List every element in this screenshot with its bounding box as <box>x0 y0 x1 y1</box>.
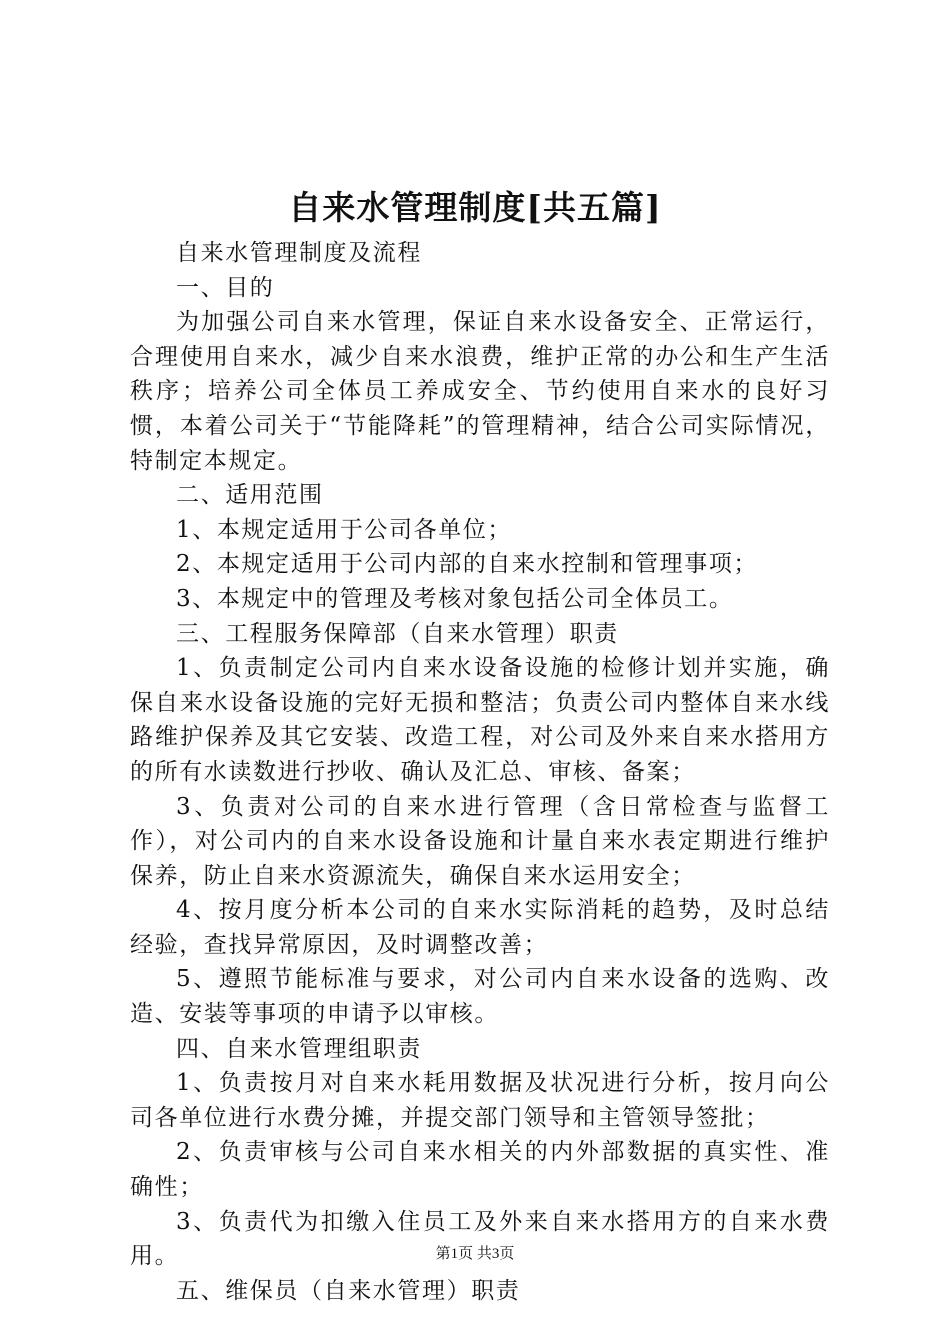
paragraph-subtitle: 自来水管理制度及流程 <box>176 240 422 266</box>
heading-purpose: 一、目的 <box>176 274 275 301</box>
engineering-duty-3: 3、负责对公司的自来水进行管理（含日常检查与监督工作），对公司内的自来水设备设施和计量自来水表定期进行维护保养，防止自来水资源流失，确保自来水运用安全； <box>130 793 830 889</box>
heading-maintenance-staff: 五、维保员（自来水管理）职责 <box>176 1277 521 1304</box>
heading-management-group: 四、自来水管理组职责 <box>176 1035 422 1062</box>
management-duty-2: 2、负责审核与公司自来水相关的内外部数据的真实性、准确性； <box>130 1139 830 1201</box>
paragraph-purpose: 为加强公司自来水管理，保证自来水设备安全、正常运行，合理使用自来水，减少自来水浪费，维护正常的办公和生产生活秩序；培养公司全体员工养成安全、节约使用自来水的良好习惯，本着公司关于“节能降耗”的管理精神，结合公司实际情况，特制定本规定。 <box>130 309 830 474</box>
scope-item-3: 3、本规定中的管理及考核对象包括公司全体员工。 <box>176 585 734 612</box>
document-title: 自来水管理制度[共五篇] <box>288 188 662 227</box>
engineering-duty-5: 5、遵照节能标准与要求，对公司内自来水设备的选购、改造、安装等事项的申请予以审核。 <box>130 966 830 1028</box>
heading-scope: 二、适用范围 <box>176 482 324 509</box>
scope-item-1: 1、本规定适用于公司各单位； <box>176 516 513 543</box>
document-body <box>130 236 830 1308</box>
management-duty-3: 3、负责代为扣缴入住员工及外来自来水搭用方的自来水费用。 <box>130 1208 830 1270</box>
engineering-duty-1: 1、负责制定公司内自来水设备设施的检修计划并实施，确保自来水设备设施的完好无损和整洁；负责公司内整体自来水线路维护保养及其它安装、改造工程，对公司及外来自来水搭用方的所有水读数进行抄收、确认及汇总、审核、备案； <box>130 655 830 785</box>
page-footer: 第1页 共3页 <box>435 1246 515 1262</box>
scope-item-2: 2、本规定适用于公司内部的自来水控制和管理事项； <box>176 551 759 578</box>
engineering-duty-4: 4、按月度分析本公司的自来水实际消耗的趋势，及时总结经验，查找异常原因，及时调整改善； <box>130 897 830 958</box>
heading-engineering-duties: 三、工程服务保障部（自来水管理）职责 <box>176 620 619 647</box>
management-duty-1: 1、负责按月对自来水耗用数据及状况进行分析，按月向公司各单位进行水费分摊，并提交部门领导和主管领导签批； <box>130 1070 830 1131</box>
